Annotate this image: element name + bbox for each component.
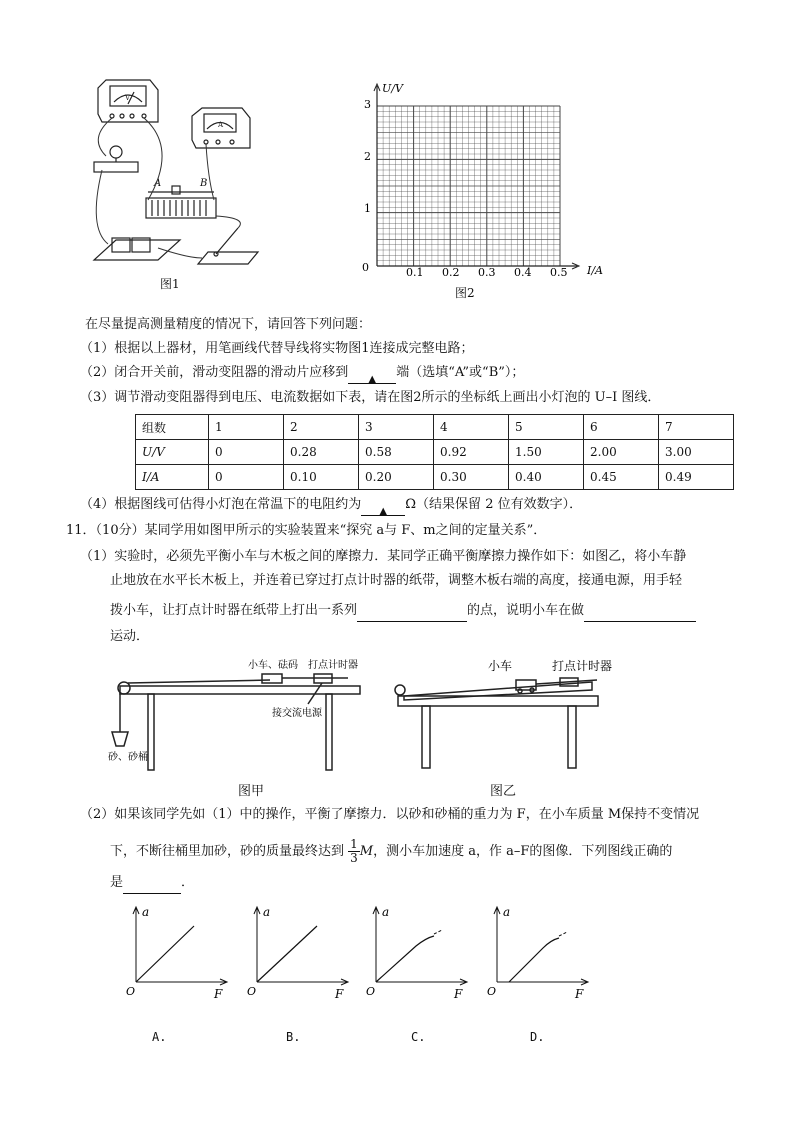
table-leg — [568, 706, 576, 768]
y-axis-label: U/V — [382, 82, 403, 95]
choice-c[interactable]: C. — [411, 1030, 426, 1044]
question-1: （1）根据以上器材，用笔画线代替导线将实物图1连接成完整电路； — [80, 341, 474, 356]
table-top — [398, 696, 598, 706]
table-leg — [422, 706, 430, 768]
label-power: 接交流电源 — [272, 708, 322, 719]
x-tick: 0.2 — [442, 266, 460, 279]
cart — [262, 674, 282, 683]
label-bucket: 砂、砂桶 — [108, 752, 148, 763]
figA-caption: 图甲 — [238, 784, 265, 799]
x-label: F — [335, 987, 344, 1001]
label-car: 小车、砝码 — [248, 660, 298, 671]
graph-option-d — [483, 902, 593, 1002]
circuit-figure — [88, 78, 273, 273]
table-top — [120, 686, 360, 694]
table-row: I/A 0 0.10 0.20 0.30 0.40 0.45 0.49 — [136, 465, 734, 490]
answer-blank[interactable]: ▲ — [361, 500, 405, 516]
origin-label: O — [126, 985, 136, 998]
y-label: a — [503, 905, 511, 919]
p11-part1-line4: 运动． — [110, 629, 150, 644]
apparatus-figure-a — [108, 656, 373, 771]
data-table — [135, 414, 734, 490]
label-timer: 打点计时器 — [308, 660, 358, 671]
figB-caption: 图乙 — [490, 784, 517, 799]
x-tick: 0.1 — [406, 266, 424, 279]
origin-label: O — [487, 985, 497, 998]
pulley — [395, 685, 405, 695]
apparatus-figure-b — [392, 656, 613, 771]
origin-label: O — [366, 985, 376, 998]
answer-blank[interactable]: ▲ — [348, 368, 396, 384]
graph-option-c — [362, 902, 472, 1002]
answer-blank[interactable] — [123, 878, 181, 894]
x-axis-label: I/A — [587, 264, 603, 277]
origin-label: O — [247, 985, 257, 998]
p11-part1-line2: 止地放在水平长木板上，并连着已穿过打点计时器的纸带，调整木板右端的高度，接通电源，用手轻 — [110, 573, 683, 588]
p11-part1-line3: 拨小车，让打点计时器在纸带上打出一系列 的点，说明小车在做 — [110, 600, 696, 622]
intro-text: 在尽量提高测量精度的情况下，请回答下列问题： — [85, 317, 372, 332]
graph-paper-figure — [352, 78, 603, 279]
origin-label: 0 — [362, 261, 369, 274]
graph-line — [257, 926, 317, 982]
x-label: F — [454, 987, 463, 1001]
problem-11: 11．（10分）某同学用如图甲所示的实验装置来“探究 a与 F、m之间的定量关系”． — [66, 523, 547, 538]
choice-a[interactable]: A. — [152, 1030, 167, 1044]
ammeter-label: A — [218, 121, 224, 129]
p11-part2-line3: 是 ． — [110, 872, 194, 894]
x-tick: 0.4 — [514, 266, 532, 279]
y-tick: 2 — [364, 150, 371, 163]
label-timer: 打点计时器 — [552, 659, 613, 673]
fraction: $\frac{1}{3}$ — [350, 837, 358, 865]
y-tick: 1 — [364, 202, 371, 215]
fig1-caption: 图1 — [160, 277, 180, 291]
choice-b[interactable]: B. — [286, 1030, 301, 1044]
x-tick: 0.5 — [550, 266, 568, 279]
label-car: 小车 — [488, 659, 513, 673]
label-b: B — [200, 178, 208, 189]
inclined-board — [404, 682, 592, 700]
graph-line — [376, 936, 434, 982]
switch — [198, 228, 258, 264]
graph-option-a — [122, 902, 232, 1002]
y-tick: 3 — [364, 98, 371, 111]
rheostat — [146, 186, 216, 218]
table-leg — [148, 694, 154, 770]
answer-blank[interactable] — [584, 606, 696, 622]
table-row: U/V 0 0.28 0.58 0.92 1.50 2.00 3.00 — [136, 440, 734, 465]
y-label: a — [142, 905, 150, 919]
table-row: 组数 1 2 3 4 5 6 7 — [136, 415, 734, 440]
choice-d[interactable]: D. — [530, 1030, 545, 1044]
x-tick: 0.3 — [478, 266, 496, 279]
p11-part2-line1: （2）如果该同学先如（1）中的操作，平衡了摩擦力．以砂和砂桶的重力为 F，在小车质量 M保持不变情况 — [80, 807, 700, 822]
y-label: a — [263, 905, 271, 919]
p11-part2-line2: 下，不断往桶里加砂，砂的质量最终达到 $\frac{1}{3}$ M，测小车加速度 a，作 a–F的图像．下列图线正确的 — [110, 837, 673, 865]
voltmeter-label: V — [125, 94, 131, 102]
grid-lines — [377, 106, 560, 266]
x-label: F — [575, 987, 584, 1001]
graph-line — [509, 938, 559, 982]
sand-bucket — [112, 732, 128, 746]
question-4: （4）根据图线可估得小灯泡在常温下的电阻约为 ▲ Ω（结果保留 2 位有效数字）． — [80, 497, 583, 517]
graph-line — [136, 926, 194, 982]
table-leg — [326, 694, 332, 770]
fig2-caption: 图2 — [455, 286, 475, 300]
x-label: F — [214, 987, 223, 1001]
graph-option-b — [243, 902, 353, 1002]
answer-blank[interactable] — [357, 606, 467, 622]
p11-part1-line1: （1）实验时，必须先平衡小车与木板之间的摩擦力．某同学正确平衡摩擦力操作如下：如图乙，将小车静 — [80, 549, 687, 564]
question-2: （2）闭合开关前，滑动变阻器的滑动片应移到 ▲ 端（选填“A”或“B”）； — [80, 365, 525, 385]
y-label: a — [382, 905, 390, 919]
label-a: A — [154, 178, 162, 189]
question-3: （3）调节滑动变阻器得到电压、电流数据如下表，请在图2所示的坐标纸上画出小灯泡的 U–I 图线． — [80, 390, 661, 405]
battery — [94, 238, 180, 260]
